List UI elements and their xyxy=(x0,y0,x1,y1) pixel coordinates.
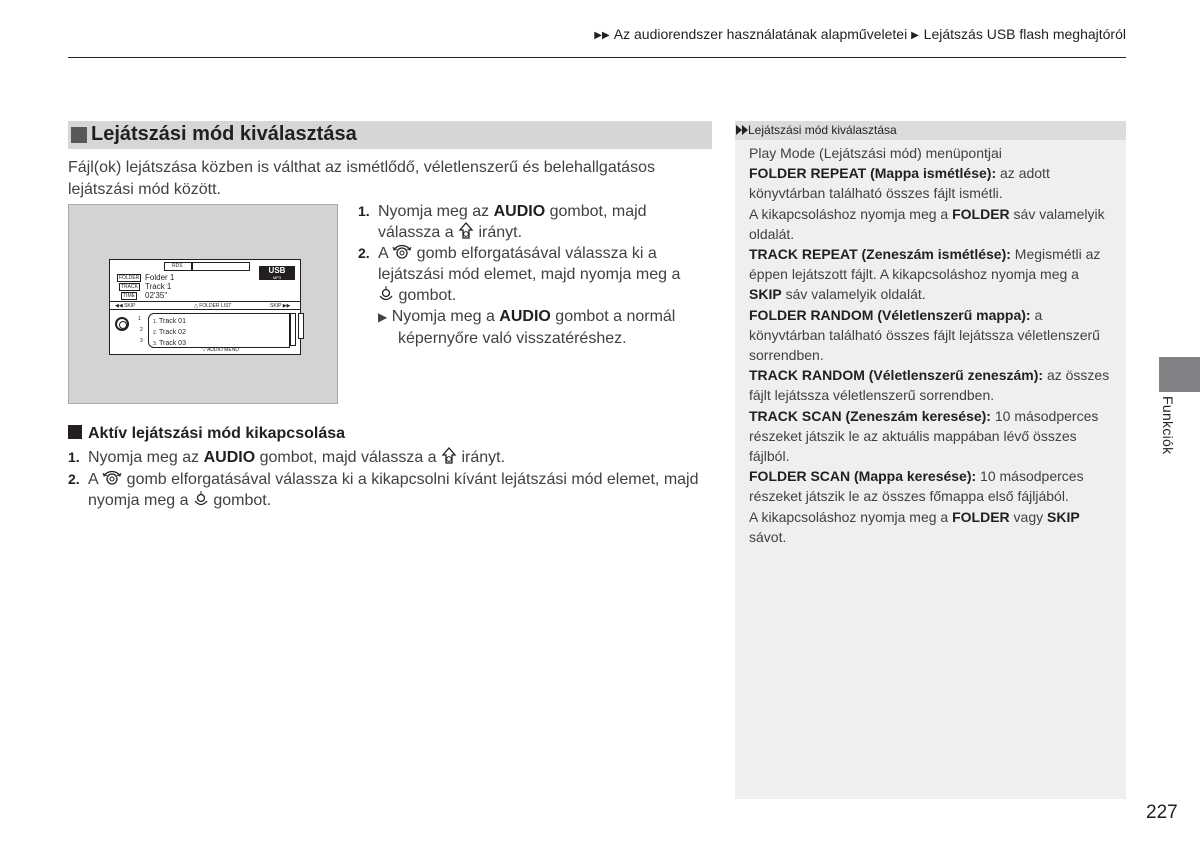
step-text: A gomb elforgatásával válassza ki a kikapcsolni kívánt lejátszási mód elemet, majd nyomja meg a gombot. xyxy=(88,471,699,509)
step-number: 1. xyxy=(358,203,370,219)
audio-button-label: AUDIO xyxy=(493,203,546,220)
folder-list-label: △ FOLDER LIST xyxy=(194,303,232,309)
side-note-body xyxy=(749,143,1121,547)
section-heading xyxy=(68,121,712,149)
section-title: Lejátszási mód kiválasztása xyxy=(91,123,357,145)
side-note-header xyxy=(735,121,1126,140)
press-icon xyxy=(378,285,394,303)
note-folder-random: FOLDER RANDOM (Véletlenszerű mappa): a könyvtárban található összes fájlt lejátssza véletlenszerű sorrendben. xyxy=(749,306,1100,364)
note-line: Play Mode (Lejátszási mód) menüpontjai xyxy=(749,145,1002,161)
list-index: 1 xyxy=(138,316,141,322)
audio-display-illustration xyxy=(68,204,338,404)
usb-label: USB xyxy=(268,266,286,275)
screen-divider xyxy=(110,301,300,302)
note-track-random: TRACK RANDOM (Véletlenszerű zeneszám): az összes fájlt lejátssza véletlenszerű sorrendben. xyxy=(749,367,1110,404)
chapter-tab xyxy=(1159,357,1200,392)
note-track-scan: TRACK SCAN (Zeneszám keresése): 10 másodperces részeket játszik le az aktuális mappában lévő összes fájlból. xyxy=(749,407,1099,465)
intro-paragraph: Fájl(ok) lejátszása közben is válthat az ismétlődő, véletlenszerű és belehallgatásos lejátszási mód között. xyxy=(68,159,655,198)
folder-value: Folder 1 xyxy=(145,273,175,282)
step-number: 2. xyxy=(358,245,370,261)
step-text: Nyomja meg az AUDIO gombot, majd válassza a irányt. xyxy=(378,203,647,241)
time-value: 02'35" xyxy=(145,291,168,300)
rds-text-box xyxy=(192,262,250,271)
triangle-right-icon: ▶ xyxy=(911,30,919,41)
press-icon xyxy=(193,490,209,508)
rds-box xyxy=(164,262,192,271)
selector-knob-icon xyxy=(102,469,122,487)
side-note-title: Lejátszási mód kiválasztása xyxy=(748,123,897,137)
track-tag: TRACK xyxy=(121,284,138,290)
side-note xyxy=(735,121,1126,799)
mp3-label: MP3 xyxy=(272,275,282,280)
audio-button-label: AUDIO xyxy=(203,449,256,466)
selector-knob-icon xyxy=(115,317,129,331)
header-divider xyxy=(68,57,1126,58)
screen-divider xyxy=(110,309,300,310)
result-arrow-icon: ▶ xyxy=(378,310,388,324)
sub-step-2 xyxy=(68,469,713,513)
note-arrow-icon xyxy=(736,125,748,135)
skip-right-label: SKIP ▶▶ xyxy=(270,303,291,309)
list-item: 3. Track 03 xyxy=(153,340,186,347)
list-index: 3 xyxy=(140,338,143,344)
step-2 xyxy=(358,243,698,353)
page-number: 227 xyxy=(1146,802,1178,823)
skip-left-label: ◀◀ SKIP xyxy=(115,303,136,309)
breadcrumb-item: Lejátszás USB flash meghajtóról xyxy=(923,26,1126,42)
folder-tag: FOLDER xyxy=(119,275,140,281)
track-value: Track 1 xyxy=(145,282,172,291)
note-track-repeat: TRACK REPEAT (Zeneszám ismétlése): Megismétli az éppen lejátszott fájlt. A kikapcsoláshoz nyomja meg a SKIP sáv valamelyik oldalát. xyxy=(749,246,1101,303)
breadcrumb-item: Az audiorendszer használatának alapműveletei xyxy=(613,26,908,42)
time-tag: TIME xyxy=(123,293,135,299)
up-arrow-icon xyxy=(458,222,474,240)
rds-label: RDS xyxy=(172,263,183,269)
selector-knob-icon xyxy=(392,243,412,261)
square-bullet-icon xyxy=(71,127,87,143)
square-bullet-icon xyxy=(68,425,82,439)
screen-handle xyxy=(298,313,304,339)
step-text: A gomb elforgatásával válassza ki a lejátszási mód elemet, majd nyomja meg a gombot. ▶ Nyomja meg a AUDIO gombot a normál képernyőre való visszatéréshez. xyxy=(378,245,681,347)
up-arrow-icon xyxy=(441,447,457,465)
list-item: 2. Track 02 xyxy=(153,329,186,336)
audio-button-label: AUDIO xyxy=(499,308,551,325)
step-text: Nyomja meg az AUDIO gombot, majd válassza a irányt. xyxy=(88,449,506,466)
step-1 xyxy=(358,201,698,243)
sub-step-1 xyxy=(68,447,713,469)
audio-screen xyxy=(109,259,301,355)
audio-menu-label: ▽ AUDIO MENU xyxy=(202,347,239,353)
step-number: 1. xyxy=(68,449,80,465)
usb-badge xyxy=(259,266,295,280)
subsection-title: Aktív lejátszási mód kikapcsolása xyxy=(68,425,345,443)
chapter-tab-label: Funkciók xyxy=(1160,396,1176,455)
triangle-right-icon: ▶▶ xyxy=(594,30,610,41)
note-folder-scan: FOLDER SCAN (Mappa keresése): 10 másodperces részeket játszik le az összes főmappa első fájljából. A kikapcsoláshoz nyomja meg a FOLDER vagy SKIP sávot. xyxy=(749,468,1084,545)
scrollbar xyxy=(290,313,296,346)
list-index: 2 xyxy=(140,327,143,333)
breadcrumb xyxy=(594,26,1126,42)
step-number: 2. xyxy=(68,471,80,487)
note-folder-repeat: FOLDER REPEAT (Mappa ismétlése): az adott könyvtárban található összes fájlt ismétli. A kikapcsoláshoz nyomja meg a FOLDER sáv valamelyik oldalát. xyxy=(749,165,1105,242)
track-list xyxy=(148,313,290,348)
list-item: 1. Track 01 xyxy=(153,318,186,325)
